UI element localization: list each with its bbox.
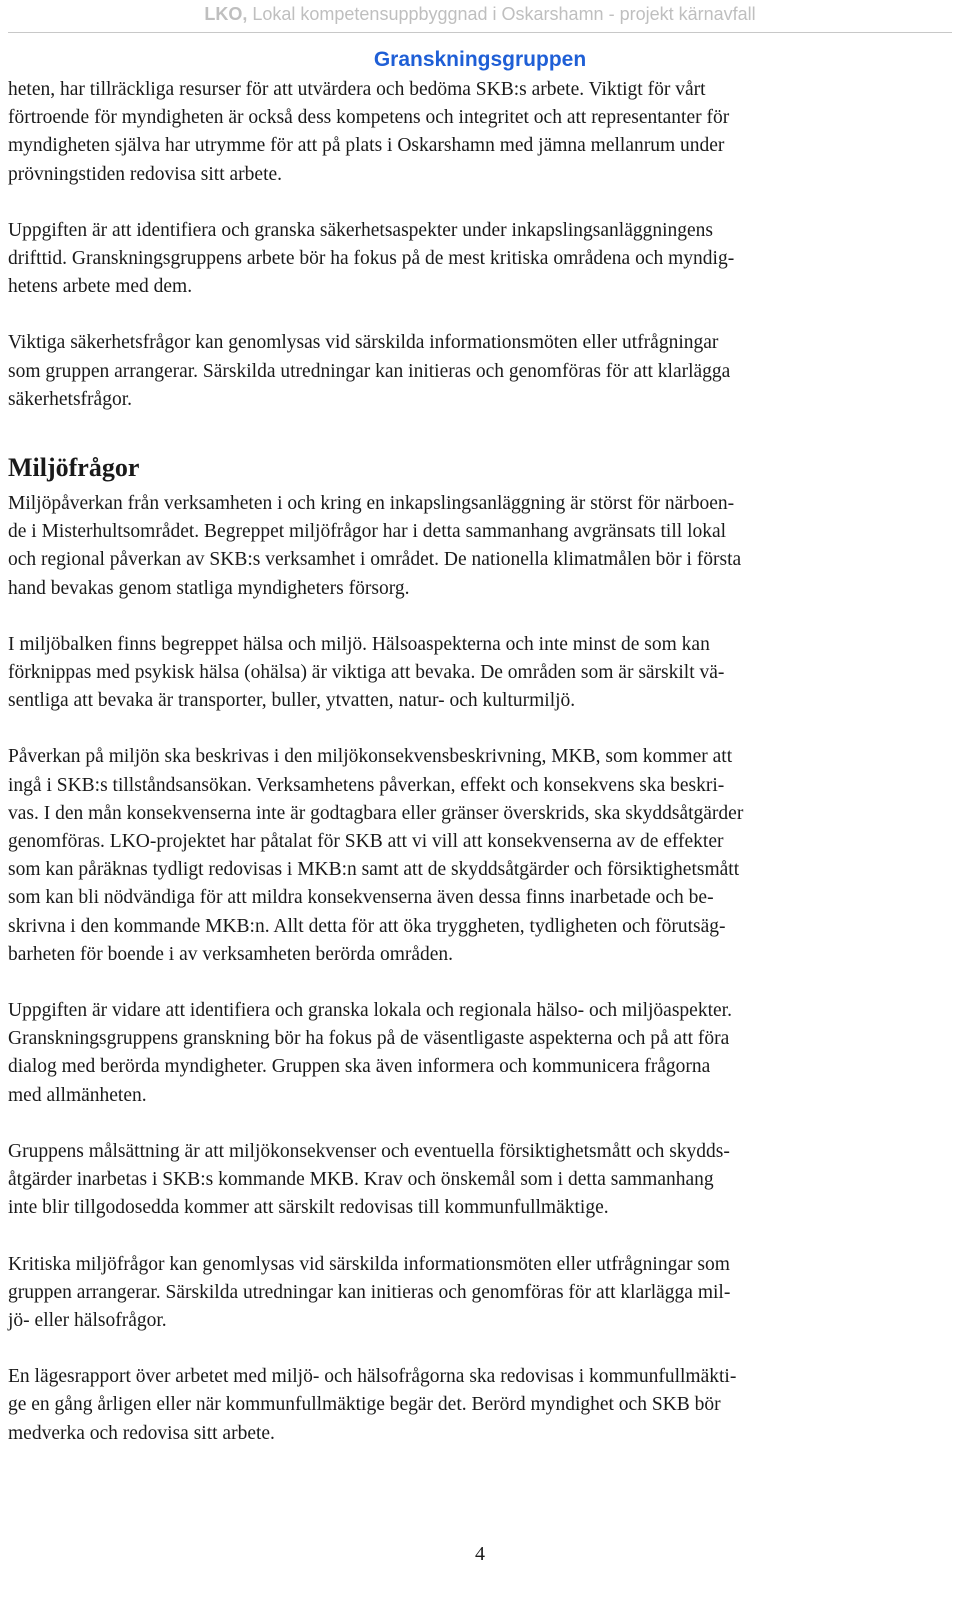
header-title: Lokal kompetensuppbyggnad i Oskarshamn - projekt kärnavfall [252,4,756,24]
paragraph: Miljöpåverkan från verksamheten i och kring en inkapslingsanläggning är störst för närboen- de i Misterhultsområdet. Begreppet miljöfrågor har i detta sammanhang avgränsats till lokal och regional påverkan av SKB:s verksamhet i området. De nationella klimatmålen bör i första hand bevakas genom statliga myndigheters försorg. [8,493,742,599]
document-body [8,76,956,1476]
spacer [8,414,956,452]
paragraph: Gruppens målsättning är att miljökonsekvenser och eventuella försiktighetsmått och skydds- åtgärder inarbetas i SKB:s kommande MKB. Krav och önskemål som i detta sammanhang inte blir tillgodosedda kommer att särskilt redovisas till kommunfullmäktige. [8,1140,730,1219]
page-number: 4 [475,1543,485,1565]
paragraph: Uppgiften är att identifiera och granska säkerhetsaspekter under inkapslingsanläggningens drifttid. Granskningsgruppens arbete bör ha fokus på de mest kritiska områdena och myndig- hetens arbete med dem. [8,219,735,298]
header-divider [8,32,952,33]
paragraph: Påverkan på miljön ska beskrivas i den miljökonsekvensbeskrivning, MKB, som kommer att ingå i SKB:s tillståndsansökan. Verksamhetens påverkan, effekt och konsekvens ska beskri- vas. I den mån konsekvenserna inte är godtagbara eller gränser överskrids, ska skyddsåtgärder genomföras. LKO-projektet har påtalat för SKB att vi vill att konsekvenserna av de effekter som kan påräknas tydligt redovisas i MKB:n samt att de skyddsåtgärder och försiktighetsmått som kan bli nödvändiga för att mildra konsekvenserna även dessa finns inarbetade och be- skrivna i den kommande MKB:n. Allt detta för att öka tryggheten, tydligheten och förutsäg- barheten för boende i av verksamheten berörda områden. [8,746,744,965]
paragraph: I miljöbalken finns begreppet hälsa och miljö. Hälsoaspekterna och inte minst de som kan förknippas med psykisk hälsa (ohälsa) är viktiga att bevaka. De områden som är särskilt vä- sentliga att bevaka är transporter, buller, ytvatten, natur- och kulturmiljö. [8,633,725,712]
section-heading: Miljöfrågor [8,453,140,483]
paragraph: En lägesrapport över arbetet med miljö- och hälsofrågorna ska redovisas i kommunfullmäkti- ge en gång årligen eller när kommunfullmäktige begär det. Berörd myndighet och SKB bör medverka och redovisa sitt arbete. [8,1366,737,1444]
running-header [0,0,960,34]
header-abbreviation: LKO, [204,4,248,24]
paragraph: Kritiska miljöfrågor kan genomlysas vid särskilda informationsmöten eller utfrågningar som gruppen arrangerar. Särskilda utredningar kan initieras och genomföras för att klarlägga mil- jö- eller hälsofrågor. [8,1253,731,1331]
paragraph: Uppgiften är vidare att identifiera och granska lokala och regionala hälso- och miljöaspekter. Granskningsgruppens granskning bör ha fokus på de väsentligaste aspekterna och på att föra dialog med berörda myndigheter. Gruppen ska även informera och kommunicera frågorna med allmänheten. [8,1000,732,1106]
section-title: Granskningsgruppen [373,48,587,71]
paragraph: Viktiga säkerhetsfrågor kan genomlysas vid särskilda informationsmöten eller utfrågningar som gruppen arrangerar. Särskilda utredningar kan initieras och genomföras för att klarlägga säkerhetsfrågor. [8,332,731,410]
paragraph: heten, har tillräckliga resurser för att utvärdera och bedöma SKB:s arbete. Viktigt för vårt förtroende för myndigheten är också dess kompetens och integritet och att representanter för myndigheten själva har utrymme för att på plats i Oskarshamn med jämna mellanrum under prövningstiden redovisa sitt arbete. [8,79,730,185]
